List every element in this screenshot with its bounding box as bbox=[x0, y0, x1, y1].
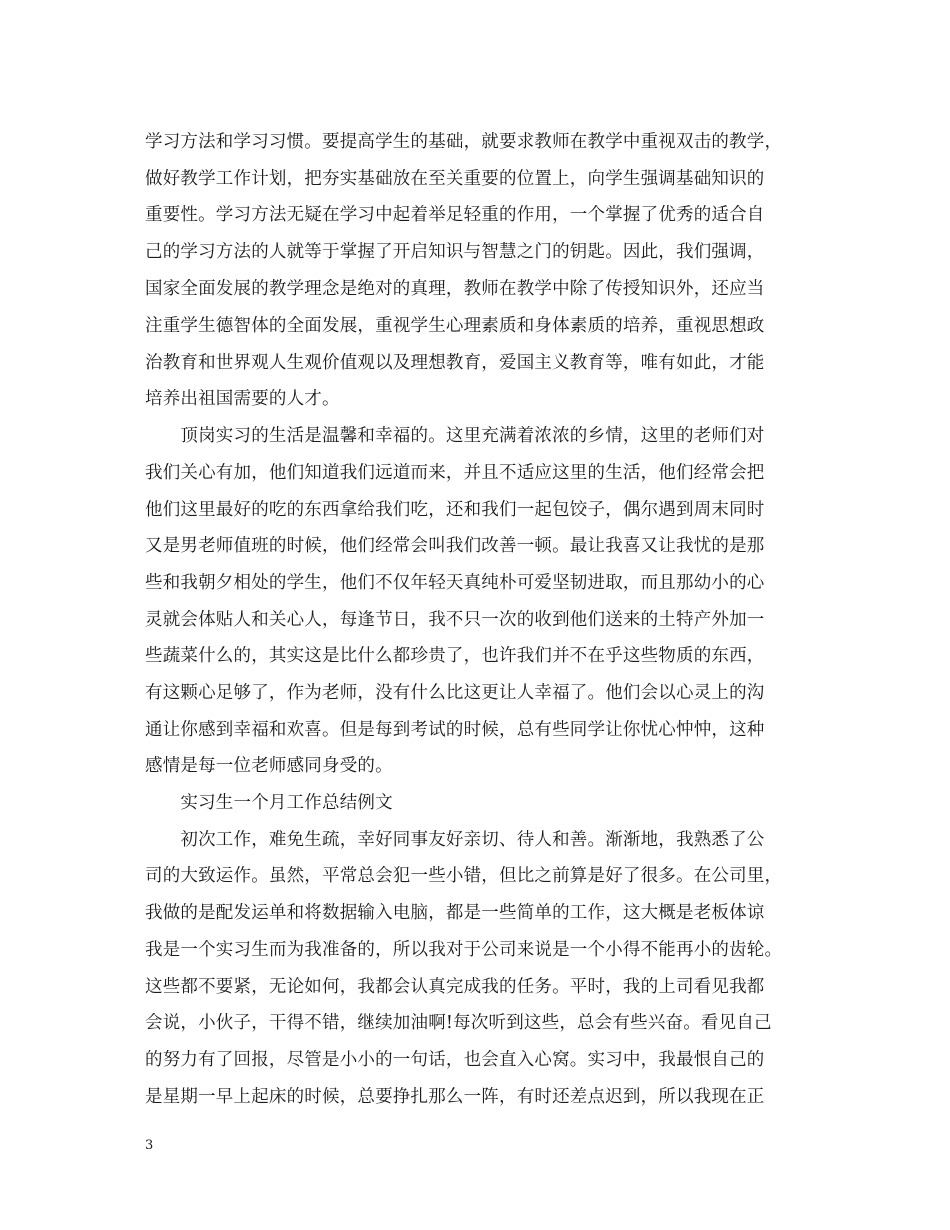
text-line: 这些都不要紧，无论如何，我都会认真完成我的任务。平时，我的上司看见我都 bbox=[145, 977, 765, 997]
text-line: 做好教学工作计划，把夯实基础放在至关重要的位置上，向学生强调基础知识的 bbox=[145, 169, 765, 189]
text-line: 我们关心有加，他们知道我们远道而来，并且不适应这里的生活，他们经常会把 bbox=[145, 463, 765, 483]
text-line: 他们这里最好的吃的东西拿给我们吃，还和我们一起包饺子，偶尔遇到周末同时 bbox=[145, 500, 765, 520]
text-line: 己的学习方法的人就等于掌握了开启知识与智慧之门的钥匙。因此，我们强调， bbox=[145, 242, 765, 262]
text-line: 司的大致运作。虽然，平常总会犯一些小错，但比之前算是好了很多。在公司里， bbox=[145, 866, 783, 886]
text-line: 初次工作，难免生疏，幸好同事友好亲切、待人和善。渐渐地，我熟悉了公 bbox=[145, 830, 765, 850]
text-line: 培养出祖国需要的人才。 bbox=[145, 389, 340, 409]
text-line: 重要性。学习方法无疑在学习中起着举足轻重的作用，一个掌握了优秀的适合自 bbox=[145, 205, 765, 225]
text-line: 灵就会体贴人和关心人，每逢节日，我不只一次的收到他们送来的土特产外加一 bbox=[145, 610, 765, 630]
text-line: 注重学生德智体的全面发展，重视学生心理素质和身体素质的培养，重视思想政 bbox=[145, 316, 765, 336]
text-line: 会说，小伙子，干得不错，继续加油啊!每次听到这些，总会有些兴奋。看见自己 bbox=[145, 1013, 772, 1033]
text-line: 感情是每一位老师感同身受的。 bbox=[145, 756, 393, 776]
text-line: 有这颗心足够了，作为老师，没有什么比这更让人幸福了。他们会以心灵上的沟 bbox=[145, 683, 765, 703]
text-line: 我是一个实习生而为我准备的，所以我对于公司来说是一个小得不能再小的齿轮。 bbox=[145, 940, 783, 960]
text-line: 我做的是配发运单和将数据输入电脑，都是一些简单的工作，这大概是老板体谅 bbox=[145, 903, 765, 923]
text-line: 些和我朝夕相处的学生，他们不仅年轻天真纯朴可爱坚韧进取，而且那幼小的心 bbox=[145, 573, 765, 593]
text-line: 学习方法和学习习惯。要提高学生的基础，就要求教师在教学中重视双击的教学， bbox=[145, 132, 783, 152]
text-line: 些蔬菜什么的，其实这是比什么都珍贵了，也许我们并不在乎这些物质的东西， bbox=[145, 646, 765, 666]
text-line: 的努力有了回报，尽管是小小的一句话，也会直入心窝。实习中，我最恨自己的 bbox=[145, 1050, 765, 1070]
text-line: 又是男老师值班的时候，他们经常会叫我们改善一顿。最让我喜又让我忧的是那 bbox=[145, 536, 765, 556]
text-line: 国家全面发展的教学理念是绝对的真理，教师在教学中除了传授知识外，还应当 bbox=[145, 279, 765, 299]
text-line: 通让你感到幸福和欢喜。但是每到考试的时候，总有些同学让你忧心忡忡，这种 bbox=[145, 720, 765, 740]
text-line: 是星期一早上起床的时候，总要挣扎那么一阵，有时还差点迟到，所以我现在正 bbox=[145, 1087, 765, 1107]
text-line: 顶岗实习的生活是温馨和幸福的。这里充满着浓浓的乡情，这里的老师们对 bbox=[145, 426, 765, 446]
page-number: 3 bbox=[145, 1138, 154, 1153]
text-line: 治教育和世界观人生观价值观以及理想教育，爱国主义教育等，唯有如此，才能 bbox=[145, 353, 765, 373]
section-heading: 实习生一个月工作总结例文 bbox=[145, 793, 393, 813]
